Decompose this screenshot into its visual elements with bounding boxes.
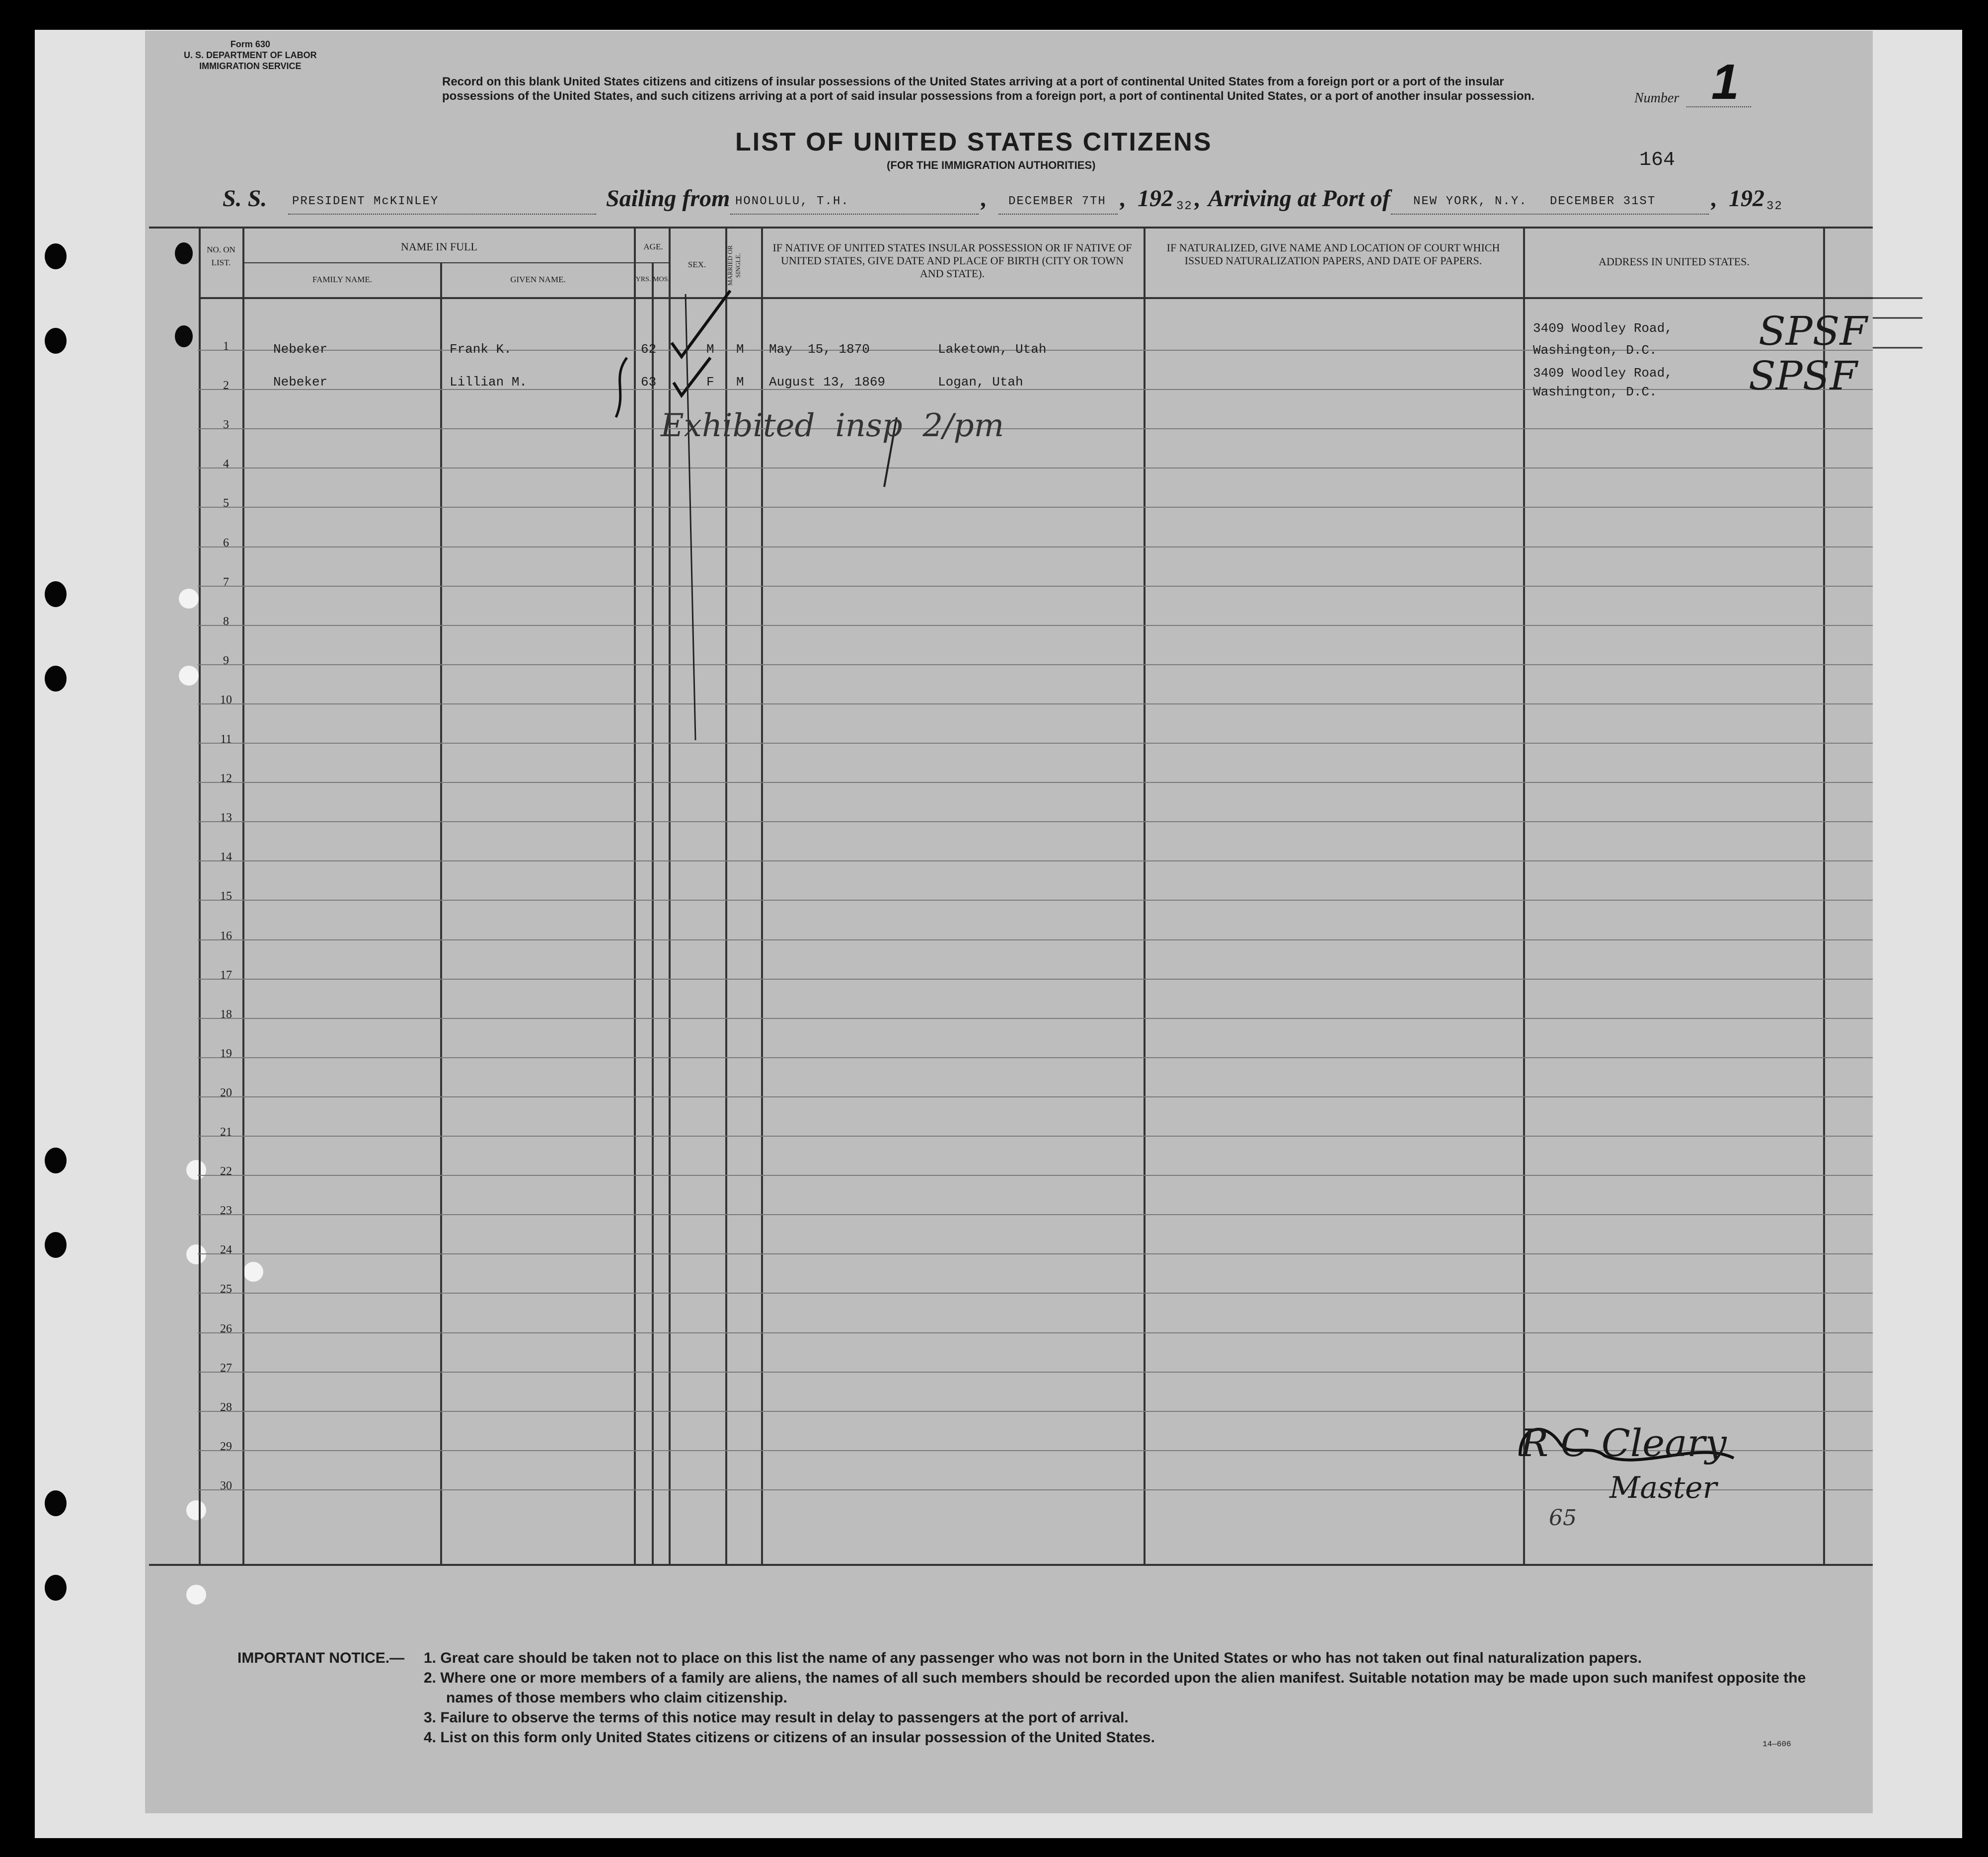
row-number: 5 — [223, 497, 229, 510]
row1-married: M — [736, 342, 744, 357]
notice-item-4: 4. List on this form only United States citizens or citizens of an insular possession of the United States. — [424, 1729, 1155, 1746]
form-code: 14—606 — [1762, 1740, 1791, 1749]
form-instructions: Record on this blank United States citizens and citizens of insular possessions of the United States arriving at a port of continental United States from a foreign port or a port of the insular possessions of the United States, and such citizens arriving at a port of said insular possessions from a foreign port, a port of continental United States, or a port of another insular possession. — [442, 75, 1535, 103]
row-number: 8 — [223, 615, 229, 628]
row-number: 6 — [223, 536, 229, 549]
col-address: ADDRESS IN UNITED STATES. — [1599, 255, 1750, 268]
page-stamp: 164 — [1639, 149, 1676, 171]
row-number: 16 — [220, 929, 232, 942]
arriving-label: Arriving at Port of — [1208, 185, 1390, 212]
from-port: HONOLULU, T.H. — [735, 195, 849, 208]
signature: R C Cleary — [1520, 1421, 1727, 1465]
row-number: 19 — [220, 1047, 232, 1060]
comma: , — [1120, 185, 1126, 212]
row1-given-name: Frank K. — [450, 342, 512, 357]
notice-item-2: 2. Where one or more members of a family are aliens, the names of all such members should be recorded upon the alien manifest. Suitable notation may be made upon such manifest opposite the names of those members who claim citizenship. — [424, 1670, 1806, 1706]
col-mos: MOS. — [653, 276, 670, 283]
row-number: 29 — [220, 1440, 232, 1453]
row-number: 9 — [223, 654, 229, 667]
notice-item-1: 1. Great care should be taken not to place on this list the name of any passenger who was not born in the United States or who has not taken out final naturalization papers. — [424, 1650, 1642, 1666]
row2-married: M — [736, 375, 744, 389]
row-number: 23 — [220, 1204, 232, 1218]
row-number: 20 — [220, 1086, 232, 1099]
ink-dot — [175, 242, 193, 264]
stamp-number: 65 — [1549, 1505, 1577, 1531]
arrival-year: 32 — [1766, 200, 1783, 213]
col-yrs: YRS. — [635, 276, 651, 283]
number-label: Number — [1634, 90, 1680, 106]
row2-address-line2: Washington, D.C. — [1533, 385, 1657, 399]
col-name-in-full: NAME IN FULL — [401, 240, 477, 253]
sailing-label: Sailing from — [606, 185, 730, 212]
pen-stroke — [686, 294, 695, 740]
comma: , — [981, 185, 987, 212]
margin-annotation-2: SPSF — [1749, 353, 1857, 399]
row-number: 10 — [220, 693, 232, 706]
depart-year-prefix: 192 — [1138, 185, 1173, 212]
row-number: 25 — [220, 1283, 232, 1296]
row-number: 21 — [220, 1126, 232, 1139]
row-number: 26 — [220, 1322, 232, 1335]
row-number: 14 — [220, 851, 232, 864]
arrival-date: DECEMBER 31ST — [1550, 195, 1656, 208]
col-family-name: FAMILY NAME. — [312, 275, 373, 284]
col-no-on-list: NO. ON LIST. — [207, 245, 235, 267]
comma: , — [1711, 185, 1717, 212]
row1-age-years: 62 — [641, 342, 657, 357]
row2-age-years: 63 — [641, 375, 657, 389]
row-number: 4 — [223, 458, 229, 471]
row-number: 7 — [223, 575, 229, 589]
col-married-single: MARRIED OR SINGLE. — [726, 245, 742, 286]
row-number: 2 — [223, 379, 229, 392]
row-number: 12 — [220, 772, 232, 785]
signature-title: Master — [1609, 1470, 1717, 1505]
row2-birth-date: August 13, 1869 — [769, 375, 886, 389]
col-sex: SEX. — [688, 260, 706, 269]
page-subtitle: (FOR THE IMMIGRATION AUTHORITIES) — [887, 159, 1096, 171]
row-number: 22 — [220, 1165, 232, 1178]
check-mark — [672, 291, 730, 357]
ship-name: PRESIDENT McKINLEY — [292, 195, 439, 208]
brace-mark — [616, 358, 627, 417]
check-mark — [674, 358, 710, 395]
row1-address-line2: Washington, D.C. — [1533, 343, 1657, 358]
row-number: 18 — [220, 1007, 232, 1021]
page-title: LIST OF UNITED STATES CITIZENS — [735, 128, 1213, 156]
number-value: 1 — [1711, 54, 1739, 110]
notice-item-3: 3. Failure to observe the terms of this notice may result in delay to passengers at the port of arrival. — [424, 1709, 1129, 1726]
row-number: 17 — [220, 968, 232, 982]
row1-family-name: Nebeker — [273, 342, 328, 357]
department-line: U. S. DEPARTMENT OF LABOR — [184, 50, 317, 60]
row-number: 28 — [220, 1400, 232, 1414]
margin-annotation-1: SPSF — [1759, 308, 1867, 354]
col-given-name: GIVEN NAME. — [510, 275, 566, 284]
row1-birth-place: Laketown, Utah — [938, 342, 1047, 357]
row2-birth-place: Logan, Utah — [938, 375, 1023, 389]
col-birth-place: IF NATIVE OF UNITED STATES INSULAR POSSESSION OR IF NATIVE OF UNITED STATES, GIVE DATE AND PLACE OF BIRTH (CITY OR TOWN AND STATE). — [772, 241, 1132, 280]
edge-marks — [1873, 298, 1922, 348]
row-number: 11 — [220, 733, 232, 746]
row-number: 24 — [220, 1243, 232, 1257]
row2-family-name: Nebeker — [273, 375, 328, 389]
row2-given-name: Lillian M. — [450, 375, 528, 389]
arrival-year-prefix: 192 — [1729, 185, 1764, 212]
depart-year: 32 — [1176, 200, 1193, 213]
row1-address-line1: 3409 Woodley Road, — [1533, 321, 1673, 336]
row-number: 13 — [220, 811, 232, 825]
col-naturalization: IF NATURALIZED, GIVE NAME AND LOCATION OF COURT WHICH ISSUED NATURALIZATION PAPERS, AND DATE OF PAPERS. — [1166, 241, 1500, 267]
row-number: 15 — [220, 890, 232, 903]
notice-label: IMPORTANT NOTICE.— — [237, 1650, 405, 1666]
arrival-port: NEW YORK, N.Y. — [1413, 195, 1528, 208]
ink-dot — [175, 325, 193, 347]
row1-sex: M — [706, 342, 714, 357]
depart-date: DECEMBER 7TH — [1008, 195, 1106, 208]
col-age: AGE. — [643, 242, 663, 251]
row2-address-line1: 3409 Woodley Road, — [1533, 366, 1673, 381]
row-number: 27 — [220, 1361, 232, 1375]
comma: , — [1195, 185, 1201, 212]
row-number: 3 — [223, 418, 229, 432]
ss-label: S. S. — [223, 185, 267, 212]
row1-birth-date: May 15, 1870 — [769, 342, 870, 357]
inspection-note: Exhibited insp 2/pm — [661, 407, 1004, 444]
row2-sex: F — [706, 375, 714, 389]
row-number: 1 — [223, 340, 229, 353]
service-line: IMMIGRATION SERVICE — [199, 61, 302, 71]
form-number-line: Form 630 — [230, 39, 270, 49]
row-number: 30 — [220, 1479, 232, 1492]
